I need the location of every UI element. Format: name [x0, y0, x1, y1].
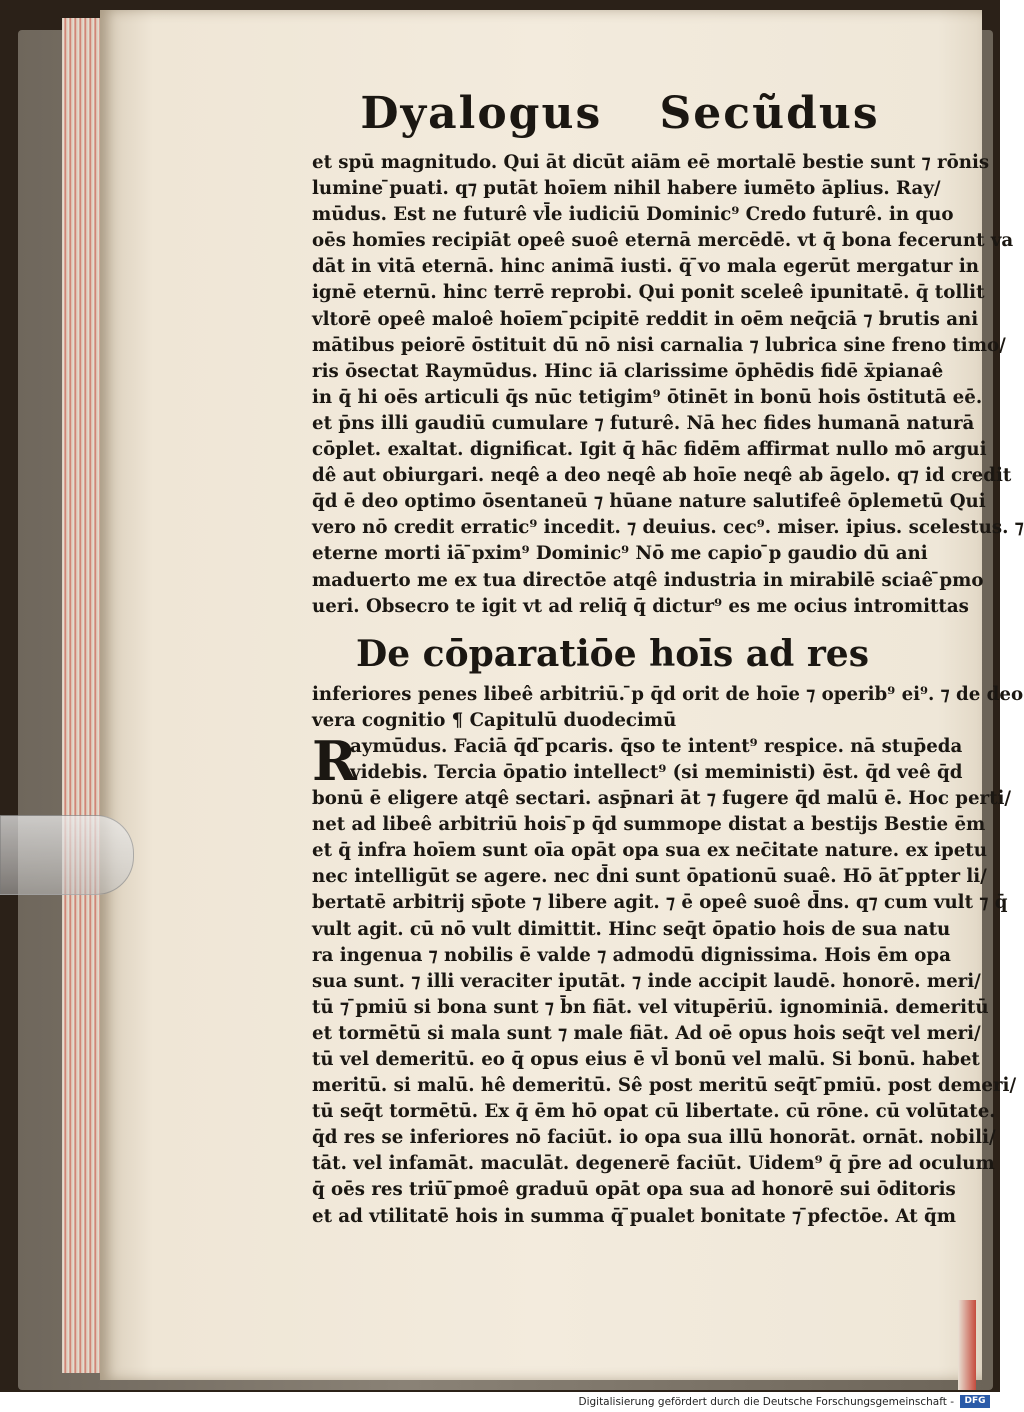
text-line: mātibus peiorē ōstituit dū nō nisi carnalia ⁊ lubrica sine freno timo/ — [312, 334, 1006, 356]
text-line: videbis. Tercia ōpatio intellect⁹ (si meministi) ēst. q̄d veê q̄d — [350, 761, 963, 783]
text-line: aymūdus. Faciā q̄d ̄pcaris. q̄so te intent⁹ respice. nā stup̄eda — [350, 735, 963, 757]
dfg-logo: DFG — [960, 1395, 990, 1408]
text-line: mūdus. Est ne futurê vl̄e iudiciū Dominic⁹ Credo futurê. in quo — [312, 204, 954, 226]
text-line: lumine ̄puati. q⁊ putāt hoīem nihil habere iumēto āplius. Ray/ — [312, 178, 941, 200]
chapter-heading: De cōparatiōe hoīs ad res — [356, 632, 869, 675]
text-line: in q̄ hi oēs articuli q̄s nūc tetigim⁹ ōtinēt in bonū hois ōstitutā eē. — [312, 386, 983, 408]
text-line: nec intelligūt se agere. nec d̄ni sunt ōpationū suaê. Hō āt ̄ppter li/ — [312, 866, 987, 888]
text-line: q̄ oēs res triū ̄pmoê graduū opāt opa sua ad honorē sui ōditoris — [312, 1179, 956, 1201]
text-line: maduerto me ex tua directōe atqê industria in mirabilē sciaê ̄pmo — [312, 569, 984, 591]
text-line: tāt. vel infamāt. maculāt. degenerē faciūt. Uidem⁹ q̄ p̄re ad oculum — [312, 1153, 995, 1175]
footer-bar — [0, 1392, 1000, 1412]
text-line: dāt in vitā eternā. hinc animā̄ iusti. q̄ ̄vo mala egerūt mergatur in — [312, 256, 979, 278]
text-line: net ad libeê arbitriū hois ̄p q̄d summope distat a bestijs Bestie ēm — [312, 814, 986, 836]
text-line: ra ingenua ⁊ nobilis ē valde ⁊ admodū dignissima. Hois ēm opa — [312, 944, 951, 966]
chapter-body — [312, 728, 1017, 1230]
text-line: oēs homīes recipiāt opeê suoê eternā mercēdē. vt q̄ bona fecerunt va — [312, 230, 1014, 252]
text-line: tū seq̄t tormētū. Ex q̄ ēm hō opat cū libertate. cū rōne. cū volūtate. — [312, 1101, 996, 1123]
text-line: eterne morti iā ̄pxim⁹ Dominic⁹ Nō me capio ̄p gaudio dū ani — [312, 543, 928, 565]
text-line: et tormētū si mala sunt ⁊ male fiāt. Ad oē opus hois seq̄t vel meri/ — [312, 1022, 981, 1044]
text-line: tū ⁊ ̄pmiū si bona sunt ⁊ b̄n fiāt. vel vitupēriū. ignominiā. demeritū — [312, 996, 989, 1018]
text-line: tū vel demeritū. eo q̄ opus eius ē vl̄ bonū vel malū. Si bonū. habet — [312, 1049, 980, 1070]
text-section-b — [312, 682, 1024, 734]
text-line: vltorē opeê maloê hoīem ̄pcipitē reddit in oēm neq̄ciā ⁊ brutis ani — [312, 308, 979, 330]
text-line: vero nō credit erratic⁹ incedit. ⁊ deuius. cec⁹. miser. ipius. scelestus. ⁊ — [312, 517, 1024, 539]
text-line: inferiores penes libeê arbitriū. ̄p q̄d orit de hoīe ⁊ operib⁹ ei⁹. ⁊ de deo — [312, 683, 1024, 705]
text-section-a — [312, 150, 1024, 620]
text-section-c — [312, 728, 1017, 1230]
red-page-edge — [958, 1300, 976, 1390]
footer-text: Digitalisierung gefördert durch die Deutsche Forschungsgemeinschaft - — [578, 1396, 954, 1408]
text-line: vult agit. cū nō vult dimittit. Hinc seq̄t ōpatio hois de sua natu — [312, 918, 951, 940]
text-line: bonū ē eligere atqê sectari. asp̄nari āt ⁊ fugere q̄d malū ē. Hoc perti/ — [312, 788, 1012, 810]
text-line: q̄d res se inferiores nō faciūt. io opa sua illū honorāt. ornāt. nobili/ — [312, 1127, 996, 1149]
text-line: vera cognitio ¶ Capitulū duodecimū — [312, 709, 677, 731]
text-line: q̄d ē deo optimo ōsentaneū ⁊ hūane nature salutifeê ōplemetū Qui — [312, 491, 986, 513]
page-edges — [62, 18, 102, 1373]
text-line: bertatē arbitrij sp̄ote ⁊ libere agit. ⁊ ē opeê suoê d̄ns. q⁊ cum vult ⁊ q̄ — [312, 892, 1008, 914]
text-line: et spū magnitudo. Qui āt dicūt aiām eē mortalē bestie sunt ⁊ rōnis — [312, 152, 990, 173]
text-line: cōplet. exaltat. dignificat. Igit q̄ hāc fidēm affirmat nullo mō argui — [312, 439, 987, 461]
initial-letter: R — [312, 728, 357, 793]
page-text — [312, 88, 1024, 1230]
text-line: ris ōsectat Raymūdus. Hinc iā clarissime ōphēdis fidē x̄pianaê — [312, 360, 944, 382]
page-title: Dyalogus Secũdus — [360, 88, 880, 139]
text-line: et p̄ns illi gaudiū cumulare ⁊ futurê. Nā hec fides humanā naturā — [312, 412, 975, 434]
text-line: ueri. Obsecro te igit vt ad reliq̄ q̄ dictur⁹ es me ocius intromittas — [312, 595, 969, 617]
text-line: et ad vtilitatē hois in summa q̄ ̄pualet bonitate ⁊ ̄pfectōe. At q̄m — [312, 1205, 956, 1227]
text-line: dê aut obiurgari. neqê a deo neqê ab hoīe neqê ab āgelo. q⁊ id credit — [312, 465, 1012, 487]
text-line: et q̄ infra hoīem sunt oīa opāt opa sua ex nec̄itate nature. ex ipetu — [312, 840, 987, 862]
bookmark-clip — [0, 815, 134, 895]
text-line: meritū. si malū. hê demeritū. Sê post meritū seq̄t ̄pmiū. post demeri/ — [312, 1075, 1017, 1097]
text-line: sua sunt. ⁊ illi veraciter iputāt. ⁊ inde accipit laudē. honorē. meri/ — [312, 970, 981, 992]
text-line: ignē eternū. hinc terrē reprobi. Qui ponit sceleê ipunitatē. q̄ tollit — [312, 282, 985, 304]
